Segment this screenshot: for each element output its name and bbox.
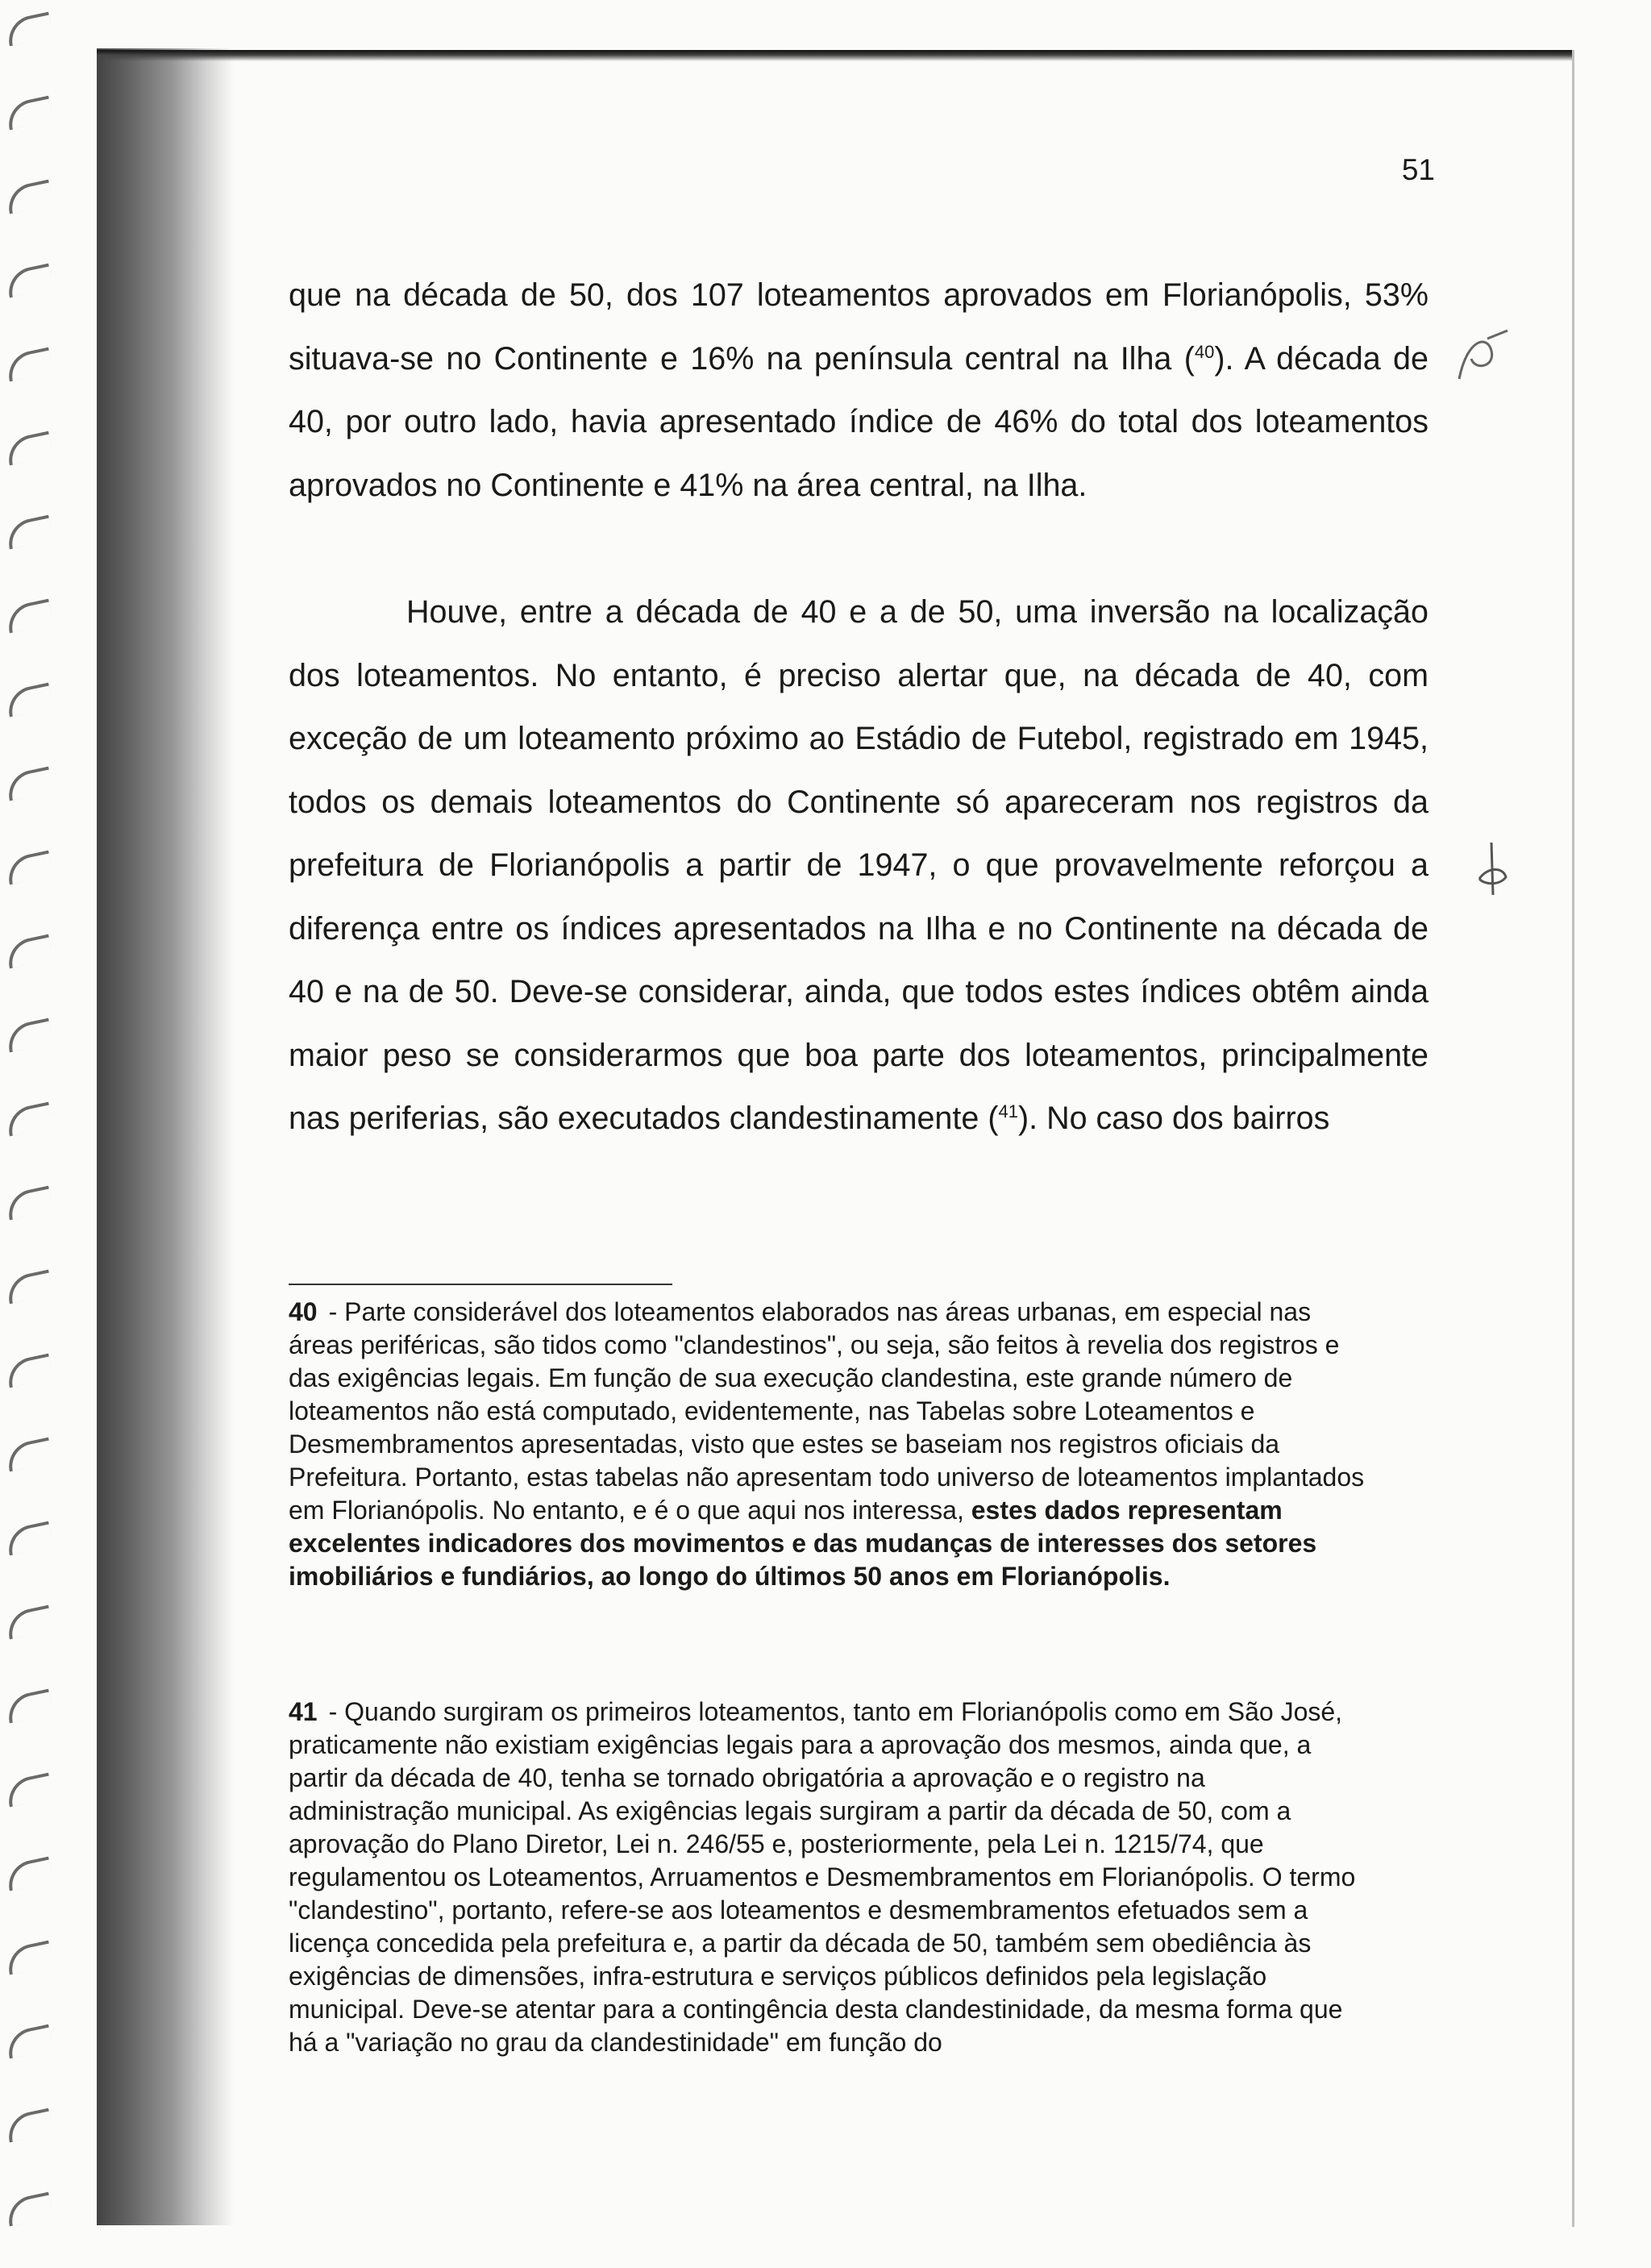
scan-right-edge (1572, 50, 1574, 2227)
binding-hole (4, 1941, 53, 1975)
binding-hole (4, 1521, 53, 1556)
page-number: 51 (1401, 153, 1435, 186)
binding-hole (4, 767, 53, 801)
binding-hole (4, 683, 53, 718)
handwritten-margin-mark-icon (1443, 323, 1516, 395)
binding-hole (4, 1438, 53, 1472)
binding-shadow (97, 48, 234, 2225)
binding-hole (4, 1102, 53, 1137)
binding-hole (4, 431, 53, 466)
paragraph-text: ). A década de 40, por outro lado, havia apresentado índice de 46% do total dos loteamentos aprovados no Continente e 41% na área central, na Ilha. (289, 340, 1429, 503)
binding-hole (4, 1354, 53, 1388)
binding-hole (4, 2108, 53, 2143)
spiral-binding-holes (0, 0, 64, 2268)
paragraph-text: que na década de 50, dos 107 loteamentos aprovados em Florianópolis, 53% situava-se no Continente e 16% na península central na Ilha ( (289, 277, 1429, 377)
binding-hole (4, 96, 53, 131)
footnote-number: 40 (289, 1297, 318, 1326)
handwritten-margin-mark-icon (1467, 839, 1516, 903)
footnote-bold-text: estes dados representam excelentes indicadores dos movimentos e das mudanças de interesses dos setores imobiliários e fundiários, ao longo do últimos 50 anos em Florianópolis. (289, 1496, 1317, 1591)
footnote-ref-40[interactable]: 40 (1194, 341, 1215, 362)
binding-hole (4, 347, 53, 382)
footnote-41 (289, 1696, 1369, 2059)
footnote-text: - Parte considerável dos loteamentos elaborados nas áreas urbanas, em especial nas áreas periféricas, são tidos como "clandestinos", ou seja, são feitos à revelia dos registros e das exigências legais. Em função de sua execução clandestina, este grande número de loteamentos não está computado, evidentemente, nas Tabelas sobre Loteamentos e Desmembramentos apresentadas, visto que estes se baseiam nos registros oficiais da Prefeitura. Portanto, estas tabelas não apresentam todo universo de loteamentos implantados em Florianópolis. No entanto, e é o que aqui nos interessa, (289, 1297, 1365, 1525)
binding-hole (4, 2025, 53, 2059)
binding-hole (4, 1186, 53, 1221)
footnote-ref-41[interactable]: 41 (998, 1101, 1018, 1122)
binding-hole (4, 2192, 53, 2227)
binding-hole (4, 180, 53, 214)
footnote-separator (289, 1284, 672, 1285)
scan-top-edge (97, 50, 1572, 61)
binding-hole (4, 1605, 53, 1640)
footnote-40 (289, 1296, 1369, 1593)
binding-hole (4, 1773, 53, 1808)
paragraph-text: Houve, entre a década de 40 e a de 50, uma inversão na localização dos loteamentos. No entanto, é preciso alertar que, na década de 40, com exceção de um loteamento próximo ao Estádio de Futebol, registrado em 1945, todos os demais loteamentos do Continente só apareceram nos registros da prefeitura de Florianópolis a partir de 1947, o que provavelmente reforçou a diferença entre os índices apresentados na Ilha e no Continente na década de 40 e na de 50. Deve-se considerar, ainda, que todos estes índices obtêm ainda maior peso se considerarmos que boa parte dos loteamentos, principalmente nas periferias, são executados clandestinamente ( (289, 594, 1429, 1136)
paragraph-text: ). No caso dos bairros (1017, 1101, 1330, 1136)
binding-hole (4, 515, 53, 550)
binding-hole (4, 1689, 53, 1724)
binding-hole (4, 1857, 53, 1891)
paragraph-1 (289, 264, 1429, 517)
binding-hole (4, 264, 53, 298)
footnote-number: 41 (289, 1697, 318, 1726)
binding-hole (4, 934, 53, 969)
binding-hole (4, 12, 53, 47)
binding-hole (4, 1018, 53, 1053)
paragraph-2 (289, 581, 1429, 1151)
binding-hole (4, 1270, 53, 1305)
binding-hole (4, 851, 53, 885)
binding-hole (4, 599, 53, 634)
footnote-text: - Quando surgiram os primeiros loteamentos, tanto em Florianópolis como em São José, praticamente não existiam exigências legais para a aprovação dos mesmos, ainda que, a partir da década de 40, tenha se tornado obrigatória a aprovação e o registro na administração municipal. As exigências legais surgiram a partir da década de 50, com a aprovação do Plano Diretor, Lei n. 246/55 e, posteriormente, pela Lei n. 1215/74, que regulamentou os Loteamentos, Arruamentos e Desmembramentos em Florianópolis. O termo "clandestino", portanto, refere-se aos loteamentos e desmembramentos efetuados sem a licença concedida pela prefeitura e, a partir da década de 50, também sem obediência às exigências de dimensões, infra-estrutura e serviços públicos definidos pela legislação municipal. Deve-se atentar para a contingência desta clandestinidade, da mesma forma que há a "variação no grau da clandestinidade" em função do (289, 1697, 1356, 2057)
